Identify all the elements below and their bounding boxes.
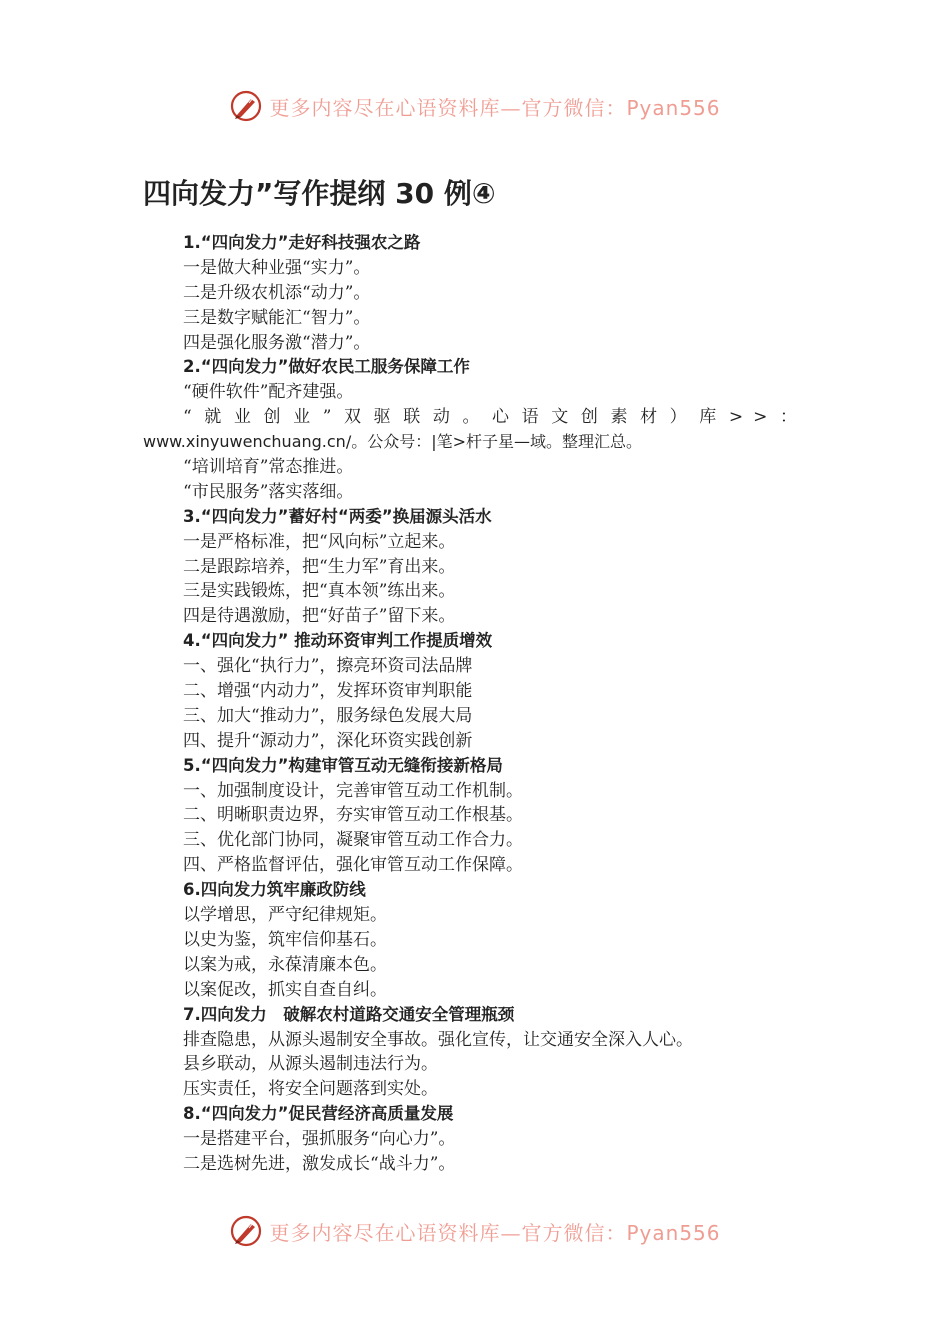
header-banner [0,84,950,128]
section-heading: 4.“四向发力” 推动环资审判工作提质增效 [183,631,493,651]
section-heading: 1.“四向发力”走好科技强农之路 [183,233,421,252]
section-heading: 8.“四向发力”促民营经济高质量发展 [183,1104,454,1124]
outline-line: 二是升级农机添“动力”。 [183,282,371,303]
outline-line: 三、加大“推动力”，服务绿色发展大局 [183,705,473,726]
outline-line: 一、加强制度设计，完善审管互动工作机制。 [183,780,523,801]
outline-line: 以案促改，抓实自查自纠。 [183,979,387,1000]
outline-line: 一是做大种业强“实力”。 [183,257,371,278]
footer-banner [0,1209,950,1253]
outline-line: 二、明晰职责边界，夯实审管互动工作根基。 [183,805,523,826]
ad-line-continued: www.xinyuwenchuang.cn/。公众号：|笔>杆子星—域。整理汇总。 [143,432,643,452]
pen-logo-icon [229,89,263,123]
outline-line: 压实责任，将安全问题落到实处。 [183,1079,438,1100]
outline-line: 四是强化服务激“潜力”。 [183,332,371,353]
outline-line: 四、严格监督评估，强化审管互动工作保障。 [183,855,523,876]
outline-line: 以史为鉴，筑牢信仰基石。 [183,929,387,950]
outline-line: “培训培育”常态推进。 [183,457,354,478]
section-heading: 3.“四向发力”蓄好村“两委”换届源头活水 [183,506,492,526]
page-title: 四向发力”写作提纲 30 例④ [143,177,496,210]
wechat-id: Pyan556 [626,95,721,120]
document-body [143,231,807,1177]
section-heading: 7.四向发力 破解农村道路交通安全管理瓶颈 [183,1004,515,1024]
outline-line: 二是选树先进，激发成长“战斗力”。 [183,1153,456,1174]
section-heading: 2.“四向发力”做好农民工服务保障工作 [183,357,470,377]
outline-line: 一是搭建平台，强抓服务“向心力”。 [183,1129,456,1150]
section-heading: 6.四向发力筑牢廉政防线 [183,880,366,900]
outline-line: 排查隐患，从源头遏制安全事故。强化宣传，让交通安全深入人心。 [183,1029,693,1050]
outline-line: 以学增思，严守纪律规矩。 [183,905,387,926]
outline-line: 一是严格标准，把“风向标”立起来。 [183,531,456,552]
outline-line: 二、增强“内动力”，发挥环资审判职能 [183,681,473,702]
outline-line: “硬件软件”配齐建强。 [183,382,354,403]
outline-line: 县乡联动，从源头遏制违法行为。 [183,1054,438,1075]
outline-line: 四是待遇激励，把“好苗子”留下来。 [183,606,456,627]
banner-text: 更多内容尽在心语资料库—官方微信：Pyan556 [269,95,721,120]
ad-line: “就业创业”双驱联动。心语文创素材）库>>： [183,407,807,428]
outline-line: 三是数字赋能汇“智力”。 [183,307,371,328]
outline-line: 三、优化部门协同，凝聚审管互动工作合力。 [183,830,523,851]
banner-text: 更多内容尽在心语资料库—官方微信：Pyan556 [269,1220,721,1245]
outline-line: 四、提升“源动力”，深化环资实践创新 [183,730,473,751]
wechat-id: Pyan556 [626,1220,721,1245]
outline-line: 一、强化“执行力”，擦亮环资司法品牌 [183,656,473,677]
pen-logo-icon [229,1214,263,1248]
section-heading: 5.“四向发力”构建审管互动无缝衔接新格局 [183,755,503,775]
outline-line: 二是跟踪培养，把“生力军”育出来。 [183,556,456,577]
outline-line: “市民服务”落实落细。 [183,481,354,502]
outline-line: 三是实践锻炼，把“真本领”练出来。 [183,581,456,602]
outline-line: 以案为戒，永葆清廉本色。 [183,954,387,975]
